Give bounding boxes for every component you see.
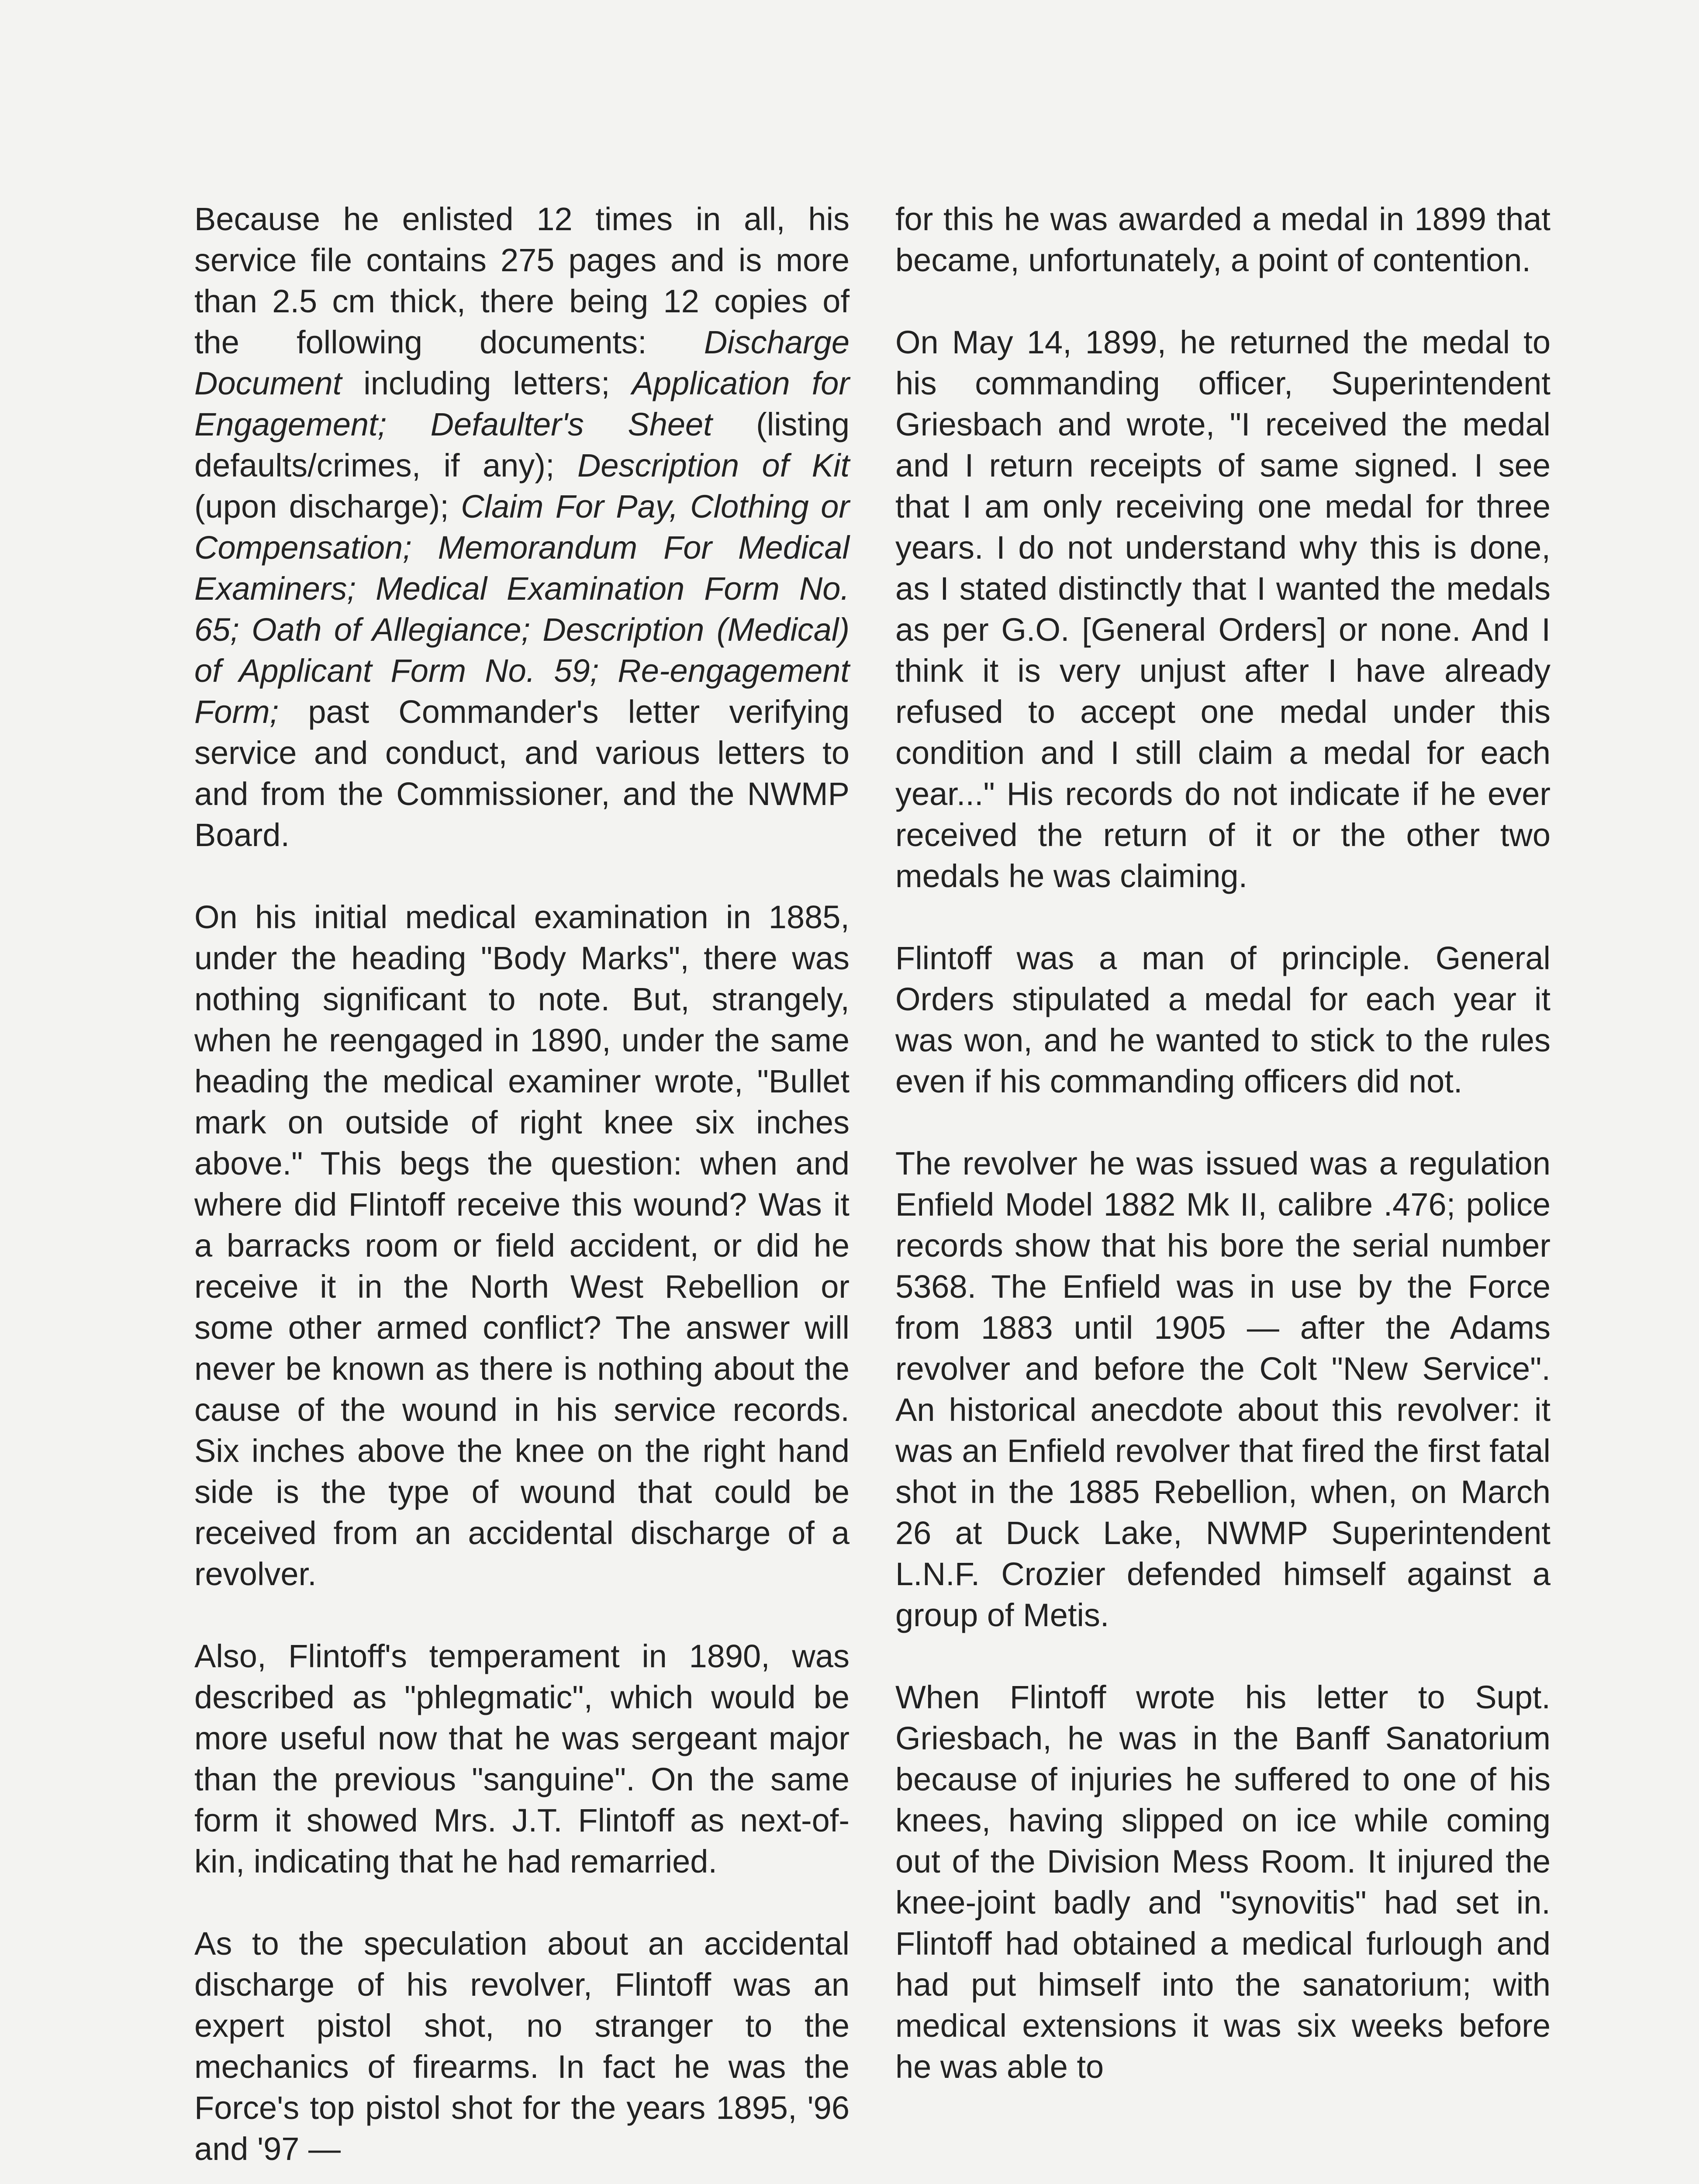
paragraph-revolver: The revolver he was issued was a regulation Enfield Model 1882 Mk II, calibre .476; police records show that his bore the serial number 5368. The Enfield was in use by the Force from 1883 until 1905 — after the Adams revolver and before the Colt "New Service". An historical anecdote about this revolver: it was an Enfield revolver that fired the first fatal shot in the 1885 Rebellion, when, on March 26 at Duck Lake, NWMP Superintendent L.N.F. Crozier defended himself against a group of Metis. [895, 1145, 1551, 1633]
text-run: including letters; [342, 365, 632, 401]
paragraph-medical-exam: On his initial medical examination in 1885, under the heading "Body Marks", there was nothing significant to note. But, strangely, when he reengaged in 1890, under the same heading the medical examiner wrote, "Bullet mark on outside of right knee six inches above." This begs the question: when and where did Flintoff receive this wound? Was it a barracks room or field accident, or did he receive it in the North West Rebellion or some other armed conflict? The answer will never be known as there is nothing about the cause of the wound in his service records. Six inches above the knee on the right hand side is the type of wound that could be received from an accidental discharge of a revolver. [194, 899, 850, 1592]
paragraph-temperament: Also, Flintoff's temperament in 1890, was described as "phlegmatic", which would be more useful now that he was sergeant major than the previous "sanguine". On the same form it showed Mrs. J.T. Flintoff as next-of-kin, indicating that he had remarried. [194, 1638, 850, 1880]
text-run: past Commander's letter verifying service and conduct, and various letters to and from the Commissioner, and the NWMP Board. [194, 694, 850, 853]
text-run: Because he enlisted 12 times in all, his service file contains 275 pages and is more than 2.5 cm thick, there being 12 copies of the following documents: [194, 201, 850, 360]
right-column [895, 199, 1551, 2087]
document-title: Description of Kit [577, 447, 850, 484]
document-title: Claim For Pay, Clothing or Compensation; Memorandum For Medical Examiners; Medical Examination Form No. 65; Oath of Allegiance; Description (Medical) of Applicant Form No. 59; Re-engagement Form; [194, 488, 850, 730]
paragraph-service-file [194, 199, 850, 856]
left-column [194, 199, 850, 2170]
document-title: Application for Engagement; Defaulter's Sheet [194, 365, 850, 442]
paragraph-medal-award: for this he was awarded a medal in 1899 that became, unfortunately, a point of contention. [895, 201, 1551, 278]
paragraph-principle: Flintoff was a man of principle. General Orders stipulated a medal for each year it was won, and he wanted to stick to the rules even if his commanding officers did not. [895, 940, 1551, 1099]
document-title: Discharge Document [194, 324, 850, 401]
paragraph-pistol-shot: As to the speculation about an accidental discharge of his revolver, Flintoff was an expert pistol shot, no stranger to the mechanics of firearms. In fact he was the Force's top pistol shot for the years 1895, '96 and '97 — [194, 1925, 850, 2167]
paragraph-sanatorium: When Flintoff wrote his letter to Supt. Griesbach, he was in the Banff Sanatorium because of injuries he suffered to one of his knees, having slipped on ice while coming out of the Division Mess Room. It injured the knee-joint badly and "synovitis" had set in. Flintoff had obtained a medical furlough and had put himself into the sanatorium; with medical extensions it was six weeks before he was able to [895, 1679, 1551, 2085]
text-run: (listing defaults/crimes, if any); [194, 406, 850, 484]
text-run: (upon discharge); [194, 488, 461, 525]
paragraph-medal-returned: On May 14, 1899, he returned the medal to his commanding officer, Superintendent Griesbach and wrote, "I received the medal and I return receipts of same signed. I see that I am only receiving one medal for three years. I do not understand why this is done, as I stated distinctly that I wanted the medals as per G.O. [General Orders] or none. And I think it is very unjust after I have already refused to accept one medal under this condition and I still claim a medal for each year..." His records do not indicate if he ever received the return of it or the other two medals he was claiming. [895, 324, 1551, 894]
